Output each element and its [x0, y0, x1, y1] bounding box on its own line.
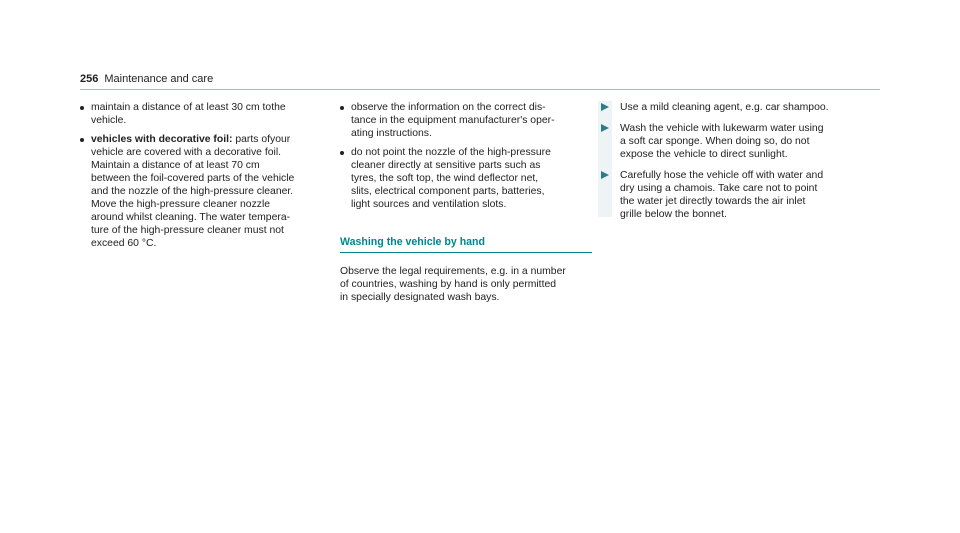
text-line: between the foil-covered parts of the vehicle [91, 173, 295, 184]
bullet-list [80, 101, 325, 250]
page-header [80, 73, 880, 86]
text-line: exceed 60 °C. [91, 238, 157, 249]
step-item [598, 101, 880, 114]
action-arrow-icon [601, 124, 609, 132]
text-line: dry using a chamois. Take care not to point [620, 183, 818, 194]
text-line: cleaner directly at sensitive parts such as [351, 160, 541, 171]
action-arrow-icon [601, 103, 609, 111]
section-rule [340, 252, 592, 253]
text-line: around whilst cleaning. The water tempera‐ [91, 212, 291, 223]
column-right [598, 101, 880, 229]
text-line: ating instructions. [351, 128, 432, 139]
step-item [598, 122, 880, 161]
text-line: grille below the bonnet. [620, 209, 727, 220]
text-line: light sources and ventilation slots. [351, 199, 507, 210]
bold-term: vehicles with decorative foil: [91, 134, 233, 145]
text-line: Carefully hose the vehicle off with water and [620, 170, 824, 181]
text-line: Observe the legal requirements, e.g. in a number [340, 266, 566, 277]
text-line: Move the high-pressure cleaner nozzle [91, 199, 271, 210]
text-line: in specially designated wash bays. [340, 292, 500, 303]
text-line: tyres, the soft top, the wind deflector net, [351, 173, 539, 184]
text-line: vehicle are covered with a decorative foil. [91, 147, 282, 158]
bullet-icon [340, 151, 344, 155]
bullet-icon [80, 138, 84, 142]
text-line: Use a mild cleaning agent, e.g. car shampoo. [620, 102, 829, 113]
text-line: expose the vehicle to direct sunlight. [620, 149, 788, 160]
paragraph [340, 265, 592, 304]
text-run: parts ofyour [232, 134, 291, 145]
text-line: do not point the nozzle of the high-pressure [351, 147, 551, 158]
text-line: vehicle. [91, 115, 127, 126]
text-line [91, 133, 325, 146]
text-line: Wash the vehicle with lukewarm water using [620, 123, 824, 134]
text-line: a soft car sponge. When doing so, do not [620, 136, 810, 147]
text-line: slits, electrical component parts, batteries, [351, 186, 545, 197]
list-item [340, 146, 592, 211]
header-rule [80, 89, 880, 90]
text-line: of countries, washing by hand is only permitted [340, 279, 557, 290]
chapter-title: Maintenance and care [104, 73, 214, 85]
column-left [80, 101, 325, 256]
text-line: observe the information on the correct dis‐ [351, 102, 546, 113]
bullet-icon [80, 106, 84, 110]
text-line: Maintain a distance of at least 70 cm [91, 160, 260, 171]
text-line: the water jet directly towards the air inlet [620, 196, 806, 207]
list-item [80, 101, 325, 127]
text-line: maintain a distance of at least 30 cm tothe [91, 102, 286, 113]
text-line: tance in the equipment manufacturer's oper‐ [351, 115, 555, 126]
list-item [80, 133, 325, 250]
column-middle [340, 101, 592, 304]
section-heading: Washing the vehicle by hand [340, 236, 486, 248]
action-arrow-icon [601, 171, 609, 179]
bullet-list [340, 101, 592, 211]
page-number: 256 [80, 73, 99, 85]
list-item [340, 101, 592, 140]
text-line: and the nozzle of the high-pressure cleaner. [91, 186, 294, 197]
bullet-icon [340, 106, 344, 110]
step-item [598, 169, 880, 221]
step-list [598, 101, 880, 221]
header-row [80, 73, 880, 86]
text-line: ture of the high-pressure cleaner must not [91, 225, 284, 236]
